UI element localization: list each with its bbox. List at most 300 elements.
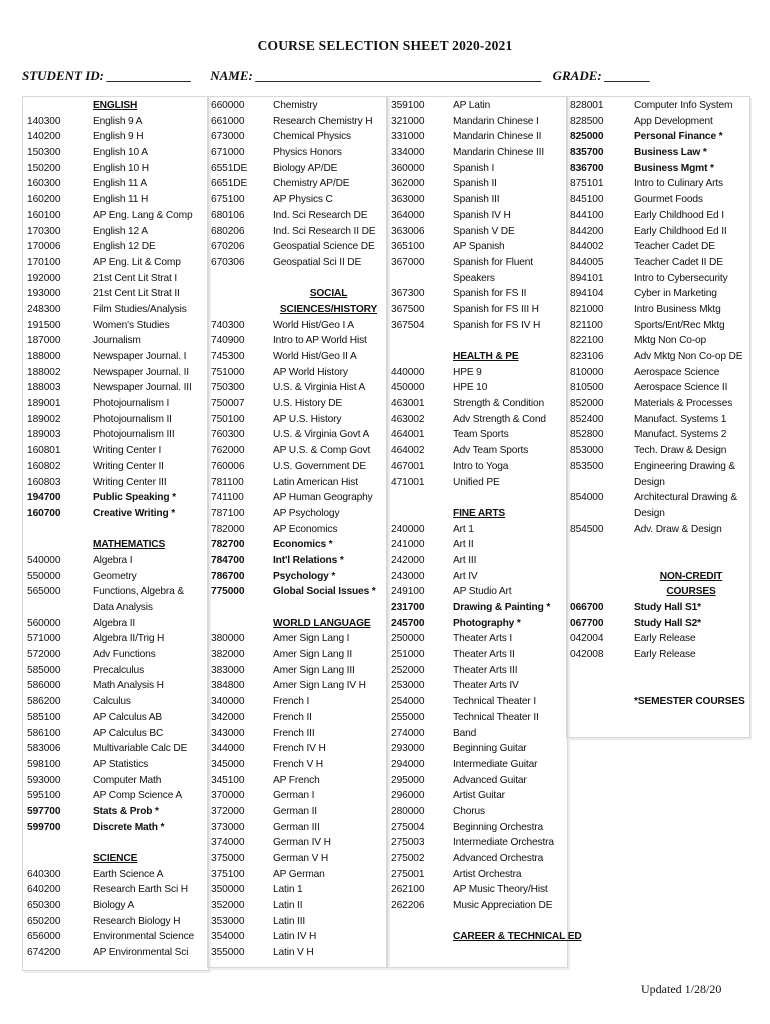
course-name: Amer Sign Lang IV H [273,680,366,692]
course-code: 255000 [391,711,425,723]
course-code: 750007 [211,398,245,410]
course-code: 243000 [391,570,425,582]
section-heading-row [388,349,565,365]
course-row [567,239,748,255]
course-row [567,98,748,114]
course-name: Environmental Science [93,931,195,943]
course-code: 586000 [27,680,61,692]
course-code: 334000 [391,147,425,159]
course-row [24,208,207,224]
course-name: Math Analysis H [93,680,164,692]
course-row [24,584,207,615]
course-code: 6651DE [211,178,248,190]
course-row [24,631,207,647]
course-name: Art II [453,539,474,551]
course-name: Tech. Draw & Design [634,445,727,457]
course-row [208,537,384,553]
course-code: 680106 [211,209,245,221]
course-name: Writing Center I [93,445,162,457]
course-code: 293000 [391,743,425,755]
course-code: 550000 [27,570,61,582]
course-code: 852800 [570,429,604,441]
course-row [388,851,565,867]
course-row [567,224,748,240]
course-code: 192000 [27,272,61,284]
course-code: 252000 [391,664,425,676]
course-row [388,192,565,208]
course-name: App Development [634,115,713,127]
course-code: 254000 [391,696,425,708]
course-code: 760006 [211,460,245,472]
course-code: 245700 [391,617,425,629]
course-code: 599700 [27,821,61,833]
section-heading-row [24,537,207,553]
course-name: Intermediate Orchestra [453,837,554,849]
section-heading: ENGLISH [93,100,138,111]
course-name: Algebra II [93,617,136,629]
course-code: 354000 [211,931,245,943]
course-row [388,616,565,632]
course-row [208,506,384,522]
course-code: 670206 [211,241,245,253]
course-code: 374000 [211,837,245,849]
course-code: 6551DE [211,162,248,174]
course-code: 593000 [27,774,61,786]
course-row [24,788,207,804]
course-name: Chemical Physics [273,131,351,143]
course-code: 367500 [391,303,425,315]
course-code [208,616,269,632]
course-row [24,161,207,177]
course-code: 854500 [570,523,604,535]
course-name: Cyber in Marketing [634,288,717,300]
course-code: 160700 [27,507,61,519]
course-row [388,176,565,192]
course-code [24,537,89,553]
course-name: Geospatial Science DE [273,241,375,253]
course-row [24,365,207,381]
course-name: Manufact. Systems 1 [634,413,727,425]
course-code: 380000 [211,633,245,645]
course-row [388,584,565,600]
course-name: Stats & Prob * [93,805,159,817]
course-row [24,506,207,522]
course-code: 275001 [391,868,425,880]
section-heading: SCIENCE [93,853,138,865]
course-name: Theater Arts IV [453,680,519,692]
course-code: 275004 [391,821,425,833]
course-code: 836700 [570,162,604,174]
course-code: 821000 [570,303,604,315]
course-code: 275003 [391,837,425,849]
course-name: Biology AP/DE [273,162,338,174]
course-code [567,569,630,600]
course-name: Photojournalism II [93,413,172,425]
course-row [388,318,565,334]
course-row [208,459,384,475]
course-name: Biology A [93,900,135,912]
course-row [567,443,748,459]
section-heading-row [388,506,565,522]
course-row [208,835,384,851]
course-row [208,882,384,898]
course-row [24,663,207,679]
course-row [24,427,207,443]
course-row [24,412,207,428]
course-row [24,914,207,930]
course-code: 854000 [570,492,604,504]
course-row [388,114,565,130]
course-code: 467001 [391,460,425,472]
course-code: 782700 [211,539,245,551]
course-row [388,161,565,177]
course-row [208,443,384,459]
course-name: Calculus [93,696,131,708]
course-code: 160803 [27,476,61,488]
course-name: Art 1 [453,523,474,535]
course-code: 231700 [391,602,425,614]
course-row [388,631,565,647]
course-row [208,349,384,365]
course-code: 170006 [27,241,61,253]
course-row [24,678,207,694]
course-name: Intro to Culinary Arts [634,178,723,190]
course-name: Physics Honors [273,147,342,159]
course-name: Spanish for FS II [453,288,527,300]
course-row [567,255,748,271]
course-code: 189003 [27,429,61,441]
course-row [24,129,207,145]
course-row [388,678,565,694]
course-code: 350000 [211,884,245,896]
name-field[interactable]: NAME: ____________________________________________ [210,68,543,83]
course-code: 160802 [27,460,61,472]
course-code: 784700 [211,554,245,566]
course-name: Algebra I [93,554,133,566]
course-name: Architectural Drawing & Design [634,492,737,519]
course-row [208,678,384,694]
course-row [24,726,207,742]
course-row [567,176,748,192]
course-code: 810500 [570,382,604,394]
course-name: English 12 A [93,225,148,237]
course-code: 042008 [570,649,604,661]
course-code: 367504 [391,319,425,331]
course-name: Intro to AP World Hist [273,335,367,347]
course-code: 375100 [211,868,245,880]
course-name: AP Calculus AB [93,711,163,723]
course-name: Psychology * [273,570,336,582]
course-code: 249100 [391,586,425,598]
course-name: Writing Center III [93,476,167,488]
course-name: English 12 DE [93,241,156,253]
course-code: 572000 [27,649,61,661]
course-name: AP Physics C [273,194,333,206]
course-code: 583006 [27,743,61,755]
course-name: World Hist/Geo II A [273,351,357,363]
course-name: Business Mgmt * [634,162,714,174]
course-code: 828500 [570,115,604,127]
course-name: German III [273,821,320,833]
course-row [208,145,384,161]
course-code: 670306 [211,256,245,268]
course-code: 586100 [27,727,61,739]
course-row [208,192,384,208]
course-code: 188003 [27,382,61,394]
course-row [208,522,384,538]
course-code: 852000 [570,398,604,410]
course-name: Intro to Cybersecurity [634,272,728,284]
course-row [388,663,565,679]
grade-field[interactable]: GRADE: _______ [552,68,651,83]
course-name: Adv Team Sports [453,445,529,457]
course-name: Latin 1 [273,884,303,896]
course-name: HPE 9 [453,366,482,378]
course-name: Latin V H [273,947,314,959]
course-code: 240000 [391,523,425,535]
course-code: 365100 [391,241,425,253]
course-row [208,365,384,381]
course-row [388,208,565,224]
course-row [388,710,565,726]
student-id-field[interactable]: STUDENT ID: _____________ [22,68,192,83]
course-row [24,898,207,914]
course-code: 786700 [211,570,245,582]
course-row [24,443,207,459]
course-name: French IV H [273,743,326,755]
course-code: 352000 [211,900,245,912]
course-code: 810000 [570,366,604,378]
course-row [24,945,207,961]
course-row [24,333,207,349]
course-row [208,867,384,883]
course-code: 360000 [391,162,425,174]
course-name: U.S. History DE [273,398,343,410]
course-name: Discrete Math * [93,821,165,833]
section-heading: MATHEMATICS [93,539,166,551]
course-name: Band [453,727,477,739]
course-name: Chorus [453,805,485,817]
course-code: 853000 [570,445,604,457]
course-code: 274000 [391,727,425,739]
section-heading-row [567,569,748,600]
course-code: 294000 [391,758,425,770]
course-code: 170100 [27,256,61,268]
course-row [567,302,748,318]
course-name: AP Studio Art [453,586,512,598]
course-row [567,349,748,365]
course-name: Intro Business Mktg [634,303,721,315]
course-name: Team Sports [453,429,509,441]
course-code: 275002 [391,853,425,865]
course-name: Writing Center II [93,460,164,472]
course-name: Adv Functions [93,649,156,661]
course-name: German V H [273,853,329,865]
course-row [388,569,565,585]
course-name: Mktg Non Co-op [634,335,707,347]
course-name: Business Law * [634,147,707,159]
course-code: 740900 [211,335,245,347]
course-row [24,271,207,287]
course-name: Teacher Cadet II DE [634,256,723,268]
course-row [208,98,384,114]
course-code: 650300 [27,900,61,912]
course-column-2 [208,98,384,961]
course-code: 280000 [391,805,425,817]
course-name: Functions, Algebra & Data Analysis [93,586,185,614]
course-code: 463001 [391,398,425,410]
course-row [24,380,207,396]
course-name: Chemistry [273,100,318,111]
course-name: Advanced Orchestra [453,853,544,865]
course-code: 364000 [391,209,425,221]
course-code: 585000 [27,664,61,676]
course-code: 331000 [391,131,425,143]
course-name: Journalism [93,335,141,347]
course-name: AP World History [273,366,348,378]
course-code: 367300 [391,288,425,300]
course-name: Study Hall S2* [634,617,701,629]
course-row [388,835,565,851]
course-row [388,286,565,302]
course-code: 042004 [570,633,604,645]
course-row [388,600,565,616]
spacer-row [388,333,565,349]
course-name: Mandarin Chinese II [453,131,542,143]
course-row [388,475,565,491]
course-row [567,412,748,428]
course-row [24,804,207,820]
section-heading-row [388,929,582,945]
course-code: 745300 [211,351,245,363]
course-name: Aerospace Science II [634,382,728,394]
course-name: Theater Arts II [453,649,515,661]
course-row [208,945,384,961]
course-row [567,380,748,396]
course-code: 250000 [391,633,425,645]
spacer-row [388,914,565,930]
course-code: 355000 [211,947,245,959]
course-name: Adv. Draw & Design [634,523,722,535]
course-name: Early Release [634,649,696,661]
course-row [208,741,384,757]
course-name: Spanish for Fluent Speakers [453,256,533,284]
course-name: English 9 A [93,115,143,127]
course-code: 464001 [391,429,425,441]
course-code: 140300 [27,115,61,127]
course-name: AP Music Theory/Hist [453,884,548,896]
course-name: AP Environmental Sci [93,947,189,959]
spacer-row [24,835,207,851]
course-row [388,224,565,240]
course-row [567,427,748,443]
course-code: 384800 [211,680,245,692]
course-code: 383000 [211,664,245,676]
course-name: Computer Math [93,774,162,786]
course-name: Spanish IV H [453,209,511,221]
course-code [567,694,630,725]
course-code [388,929,449,945]
course-row [567,365,748,381]
course-row [24,929,207,945]
course-name: Sports/Ent/Rec Mktg [634,319,725,331]
course-code: 640200 [27,884,61,896]
course-code: 262100 [391,884,425,896]
course-row [24,553,207,569]
course-code: 150300 [27,147,61,159]
course-code: 540000 [27,554,61,566]
course-name: AP Economics [273,523,338,535]
course-row [24,867,207,883]
course-code: 750300 [211,382,245,394]
course-code: 751000 [211,366,245,378]
course-name: Precalculus [93,664,145,676]
course-code: 296000 [391,790,425,802]
course-row [24,459,207,475]
course-row [208,569,384,585]
course-code: 066700 [570,602,604,614]
course-row [24,145,207,161]
course-name: Spanish for FS III H [453,303,539,315]
course-row [388,255,565,286]
course-row [388,443,565,459]
course-row [567,145,748,161]
course-code: 894101 [570,272,604,284]
course-code [388,349,449,365]
course-name: Computer Info System [634,100,733,111]
course-row [24,820,207,836]
course-row [388,98,565,114]
course-row [567,318,748,334]
course-row [208,380,384,396]
course-code: 762000 [211,445,245,457]
course-code: 189002 [27,413,61,425]
course-code: 363006 [391,225,425,237]
course-row [208,898,384,914]
course-code: 440000 [391,366,425,378]
course-name: AP Calculus BC [93,727,164,739]
course-name: Materials & Processes [634,398,733,410]
course-row [24,710,207,726]
updated-date: Updated 1/28/20 [641,982,722,996]
course-name: Gourmet Foods [634,194,703,206]
course-code: 760300 [211,429,245,441]
course-row [567,616,748,632]
spacer-row [567,678,748,694]
course-code: 750100 [211,413,245,425]
spacer-row [208,600,384,616]
course-row [24,349,207,365]
course-row [24,757,207,773]
course-row [208,726,384,742]
course-name: Spanish II [453,178,497,190]
course-code: 241000 [391,539,425,551]
course-row [388,553,565,569]
course-row [388,427,565,443]
course-code: 262206 [391,900,425,912]
course-name: 21st Cent Lit Strat I [93,272,178,284]
course-name: Film Studies/Analysis [93,303,187,315]
course-name: Mandarin Chinese III [453,147,545,159]
course-row [208,631,384,647]
course-name: English 11 H [93,194,149,206]
course-code: 362000 [391,178,425,190]
course-row [24,396,207,412]
course-code: 160100 [27,209,61,221]
course-name: Ind. Sci Research DE [273,209,368,221]
course-name: Spanish for FS IV H [453,319,541,331]
course-row [208,161,384,177]
